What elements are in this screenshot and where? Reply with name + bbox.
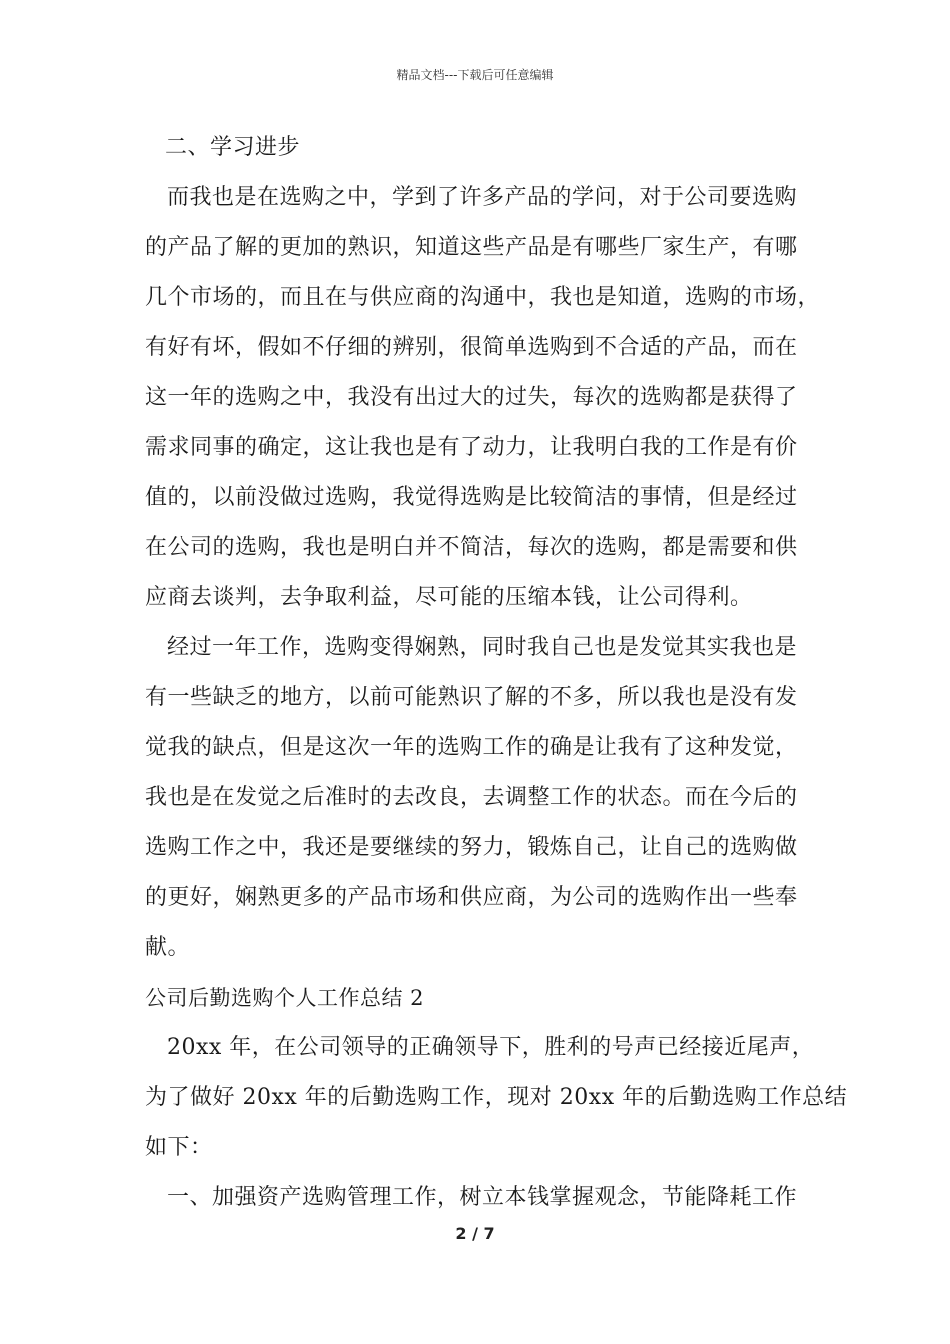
page-header: 精品文档---下载后可任意编辑	[396, 68, 554, 82]
page-separator: /	[472, 1224, 478, 1243]
text-line: 而我也是在选购之中，学到了许多产品的学问，对于公司要选购	[167, 185, 798, 210]
text-line: 我也是在发觉之后准时的去改良，去调整工作的状态。而在今后的	[145, 785, 798, 810]
text-line: 的更好，娴熟更多的产品市场和供应商，为公司的选购作出一些奉	[145, 885, 798, 910]
text-line: 这一年的选购之中，我没有出过大的过失，每次的选购都是获得了	[145, 385, 798, 410]
text-line: 选购工作之中，我还是要继续的努力，锻炼自己，让自己的选购做	[145, 835, 798, 860]
text-line: 的产品了解的更加的熟识，知道这些产品是有哪些厂家生产，有哪	[145, 235, 798, 260]
text-line: 有好有坏，假如不仔细的辨别，很简单选购到不合适的产品，而在	[145, 335, 798, 360]
document-body	[145, 128, 848, 1228]
text-line: 需求同事的确定，这让我也是有了动力，让我明白我的工作是有价	[145, 435, 798, 460]
text-line: 几个市场的，而且在与供应商的沟通中，我也是知道，选购的市场，	[145, 285, 821, 310]
text-line: 公司后勤选购个人工作总结 2	[145, 986, 425, 1010]
text-line: 如下：	[145, 1135, 213, 1160]
text-line: 20xx 年，在公司领导的正确领导下，胜利的号声已经接近尾声，	[167, 1035, 815, 1060]
text-line: 觉我的缺点，但是这次一年的选购工作的确是让我有了这种发觉，	[145, 735, 798, 760]
total-pages: 7	[483, 1224, 495, 1243]
current-page: 2	[455, 1224, 467, 1243]
text-line: 在公司的选购，我也是明白并不简洁，每次的选购，都是需要和供	[145, 535, 798, 560]
text-line: 献。	[145, 935, 191, 960]
text-line: 二、学习进步	[165, 135, 301, 160]
text-line: 为了做好 20xx 年的后勤选购工作，现对 20xx 年的后勤选购工作总结	[145, 1085, 848, 1110]
text-line: 值的，以前没做过选购，我觉得选购是比较简洁的事情，但是经过	[145, 485, 798, 510]
text-line: 一、加强资产选购管理工作，树立本钱掌握观念，节能降耗工作	[167, 1185, 798, 1210]
text-line: 应商去谈判，去争取利益，尽可能的压缩本钱，让公司得利。	[145, 585, 753, 610]
text-line: 有一些缺乏的地方，以前可能熟识了解的不多，所以我也是没有发	[145, 685, 798, 710]
page-number	[0, 1224, 950, 1243]
text-line: 经过一年工作，选购变得娴熟，同时我自己也是发觉其实我也是	[167, 635, 798, 660]
